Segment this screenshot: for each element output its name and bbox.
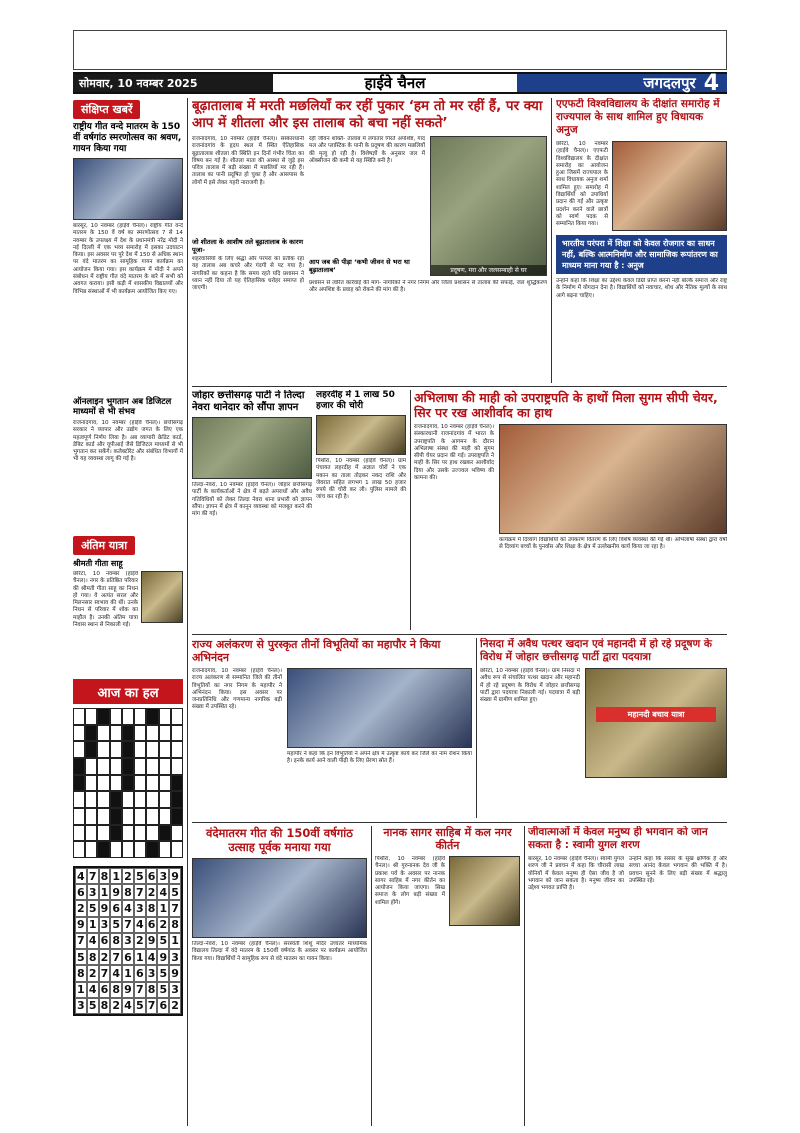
crossword-cell bbox=[146, 825, 158, 842]
mid-story-3-headline: अभिलाषा की माही को उपराष्ट्रपति के हाथों मिला सुगम सीपी चेयर, सिर पर रख आशीर्वाद का हाथ bbox=[414, 390, 718, 420]
crossword-cell bbox=[122, 725, 134, 742]
sudoku-cell: 6 bbox=[122, 949, 134, 965]
bottom-story-2 bbox=[375, 826, 520, 1126]
sudoku-cell: 1 bbox=[110, 868, 122, 884]
crossword-cell bbox=[110, 791, 122, 808]
crossword-cell bbox=[146, 841, 158, 858]
crossword-cell bbox=[146, 791, 158, 808]
sudoku-cell: 1 bbox=[75, 982, 87, 998]
crossword-cell bbox=[146, 725, 158, 742]
sudoku-cell: 4 bbox=[122, 998, 134, 1014]
crossword-cell bbox=[85, 758, 97, 775]
sudoku-cell: 2 bbox=[87, 965, 99, 981]
crossword-cell bbox=[85, 808, 97, 825]
crossword-cell bbox=[159, 808, 171, 825]
crossword-cell bbox=[73, 758, 85, 775]
crossword-cell bbox=[110, 725, 122, 742]
sudoku-cell: 5 bbox=[75, 949, 87, 965]
page-number: 4 bbox=[703, 70, 719, 96]
sudoku-cell: 4 bbox=[157, 884, 169, 900]
right-quote-band: भारतीय परंपरा में शिक्षा को केवल रोजगार का साधन नहीं, बल्कि आत्मनिर्माण और सामाजिक रूपांतरण का माध्यम माना गया है : अनुज bbox=[556, 235, 727, 274]
mid-story-2-photo bbox=[316, 415, 406, 455]
sudoku-cell: 3 bbox=[146, 965, 158, 981]
sudoku-cell: 8 bbox=[99, 868, 111, 884]
sudoku-cell: 2 bbox=[169, 998, 181, 1014]
right-headline: एएफटी विश्वविद्यालय के दीक्षांत समारोह में राज्यपाल के साथ शामिल हुए विधायक अनुज bbox=[556, 98, 720, 136]
sudoku-cell: 5 bbox=[87, 900, 99, 916]
sudoku-cell: 7 bbox=[99, 965, 111, 981]
sudoku-cell: 3 bbox=[75, 998, 87, 1014]
bottom-story-2-photo bbox=[449, 856, 520, 926]
bottom-story-2-body: पिथौरा, 10 नवम्बर (हाईवे चैनल)। श्री गुरुनानक देव जी के प्रकाश पर्व के अवसर पर नानक सागर साहिब में नगर कीर्तन का आयोजन किया जाएगा। सिख समाज के लोग बड़ी संख्या में शामिल होंगे। bbox=[375, 856, 445, 906]
sudoku-cell: 6 bbox=[134, 965, 146, 981]
sudoku-cell: 9 bbox=[75, 917, 87, 933]
crossword-cell bbox=[97, 741, 109, 758]
sudoku-cell: 6 bbox=[146, 917, 158, 933]
sudoku-cell: 9 bbox=[99, 900, 111, 916]
crossword-cell bbox=[134, 775, 146, 792]
crossword-cell bbox=[159, 758, 171, 775]
mid-story-5-body: छरिटा, 10 नवम्बर (हाईवे चैनल)। ग्राम निसदा में अवैध रूप से संचालित पत्थर खदान और महानदी में हो रहे प्रदूषण के विरोध में जोहार छत्तीसगढ़ पार्टी द्वारा पदयात्रा निकाली गई। पदयात्रा में बड़ी संख्या में ग्रामीण शामिल हुए। bbox=[480, 668, 580, 704]
crossword-cell bbox=[171, 775, 183, 792]
crossword-cell bbox=[97, 825, 109, 842]
crossword-cell bbox=[73, 725, 85, 742]
sudoku-cell: 6 bbox=[99, 933, 111, 949]
mid-story-4 bbox=[192, 638, 472, 818]
crossword-cell bbox=[110, 841, 122, 858]
crossword-cell bbox=[146, 741, 158, 758]
sudoku-cell: 2 bbox=[75, 900, 87, 916]
bottom-story-1 bbox=[192, 826, 367, 1126]
crossword-cell bbox=[134, 725, 146, 742]
crossword-cell bbox=[171, 825, 183, 842]
sudoku-cell: 9 bbox=[122, 982, 134, 998]
crossword-cell bbox=[134, 808, 146, 825]
sudoku-cell: 1 bbox=[134, 949, 146, 965]
crossword-cell bbox=[97, 758, 109, 775]
crossword-cell bbox=[146, 775, 158, 792]
sudoku-cell: 7 bbox=[169, 900, 181, 916]
digital-story-headline: ऑनलाइन भुगतान अब डिजिटल माध्यमों से भी संभव bbox=[73, 397, 172, 417]
crossword-cell bbox=[110, 775, 122, 792]
crossword-cell bbox=[85, 841, 97, 858]
lead-body-4: प्रशासन से त्वरित कार्रवाई की मांग- नागरिकों ने नगर निगम और जिला प्रशासन से तालाब की सफाई, जल शुद्धिकरण और अपशिष्ट के प्रवाह को रोकने की मांग की है। bbox=[309, 280, 547, 294]
crossword-cell bbox=[159, 825, 171, 842]
crossword-cell bbox=[122, 808, 134, 825]
crossword-cell bbox=[171, 841, 183, 858]
bottom-story-3-body-2: उन्होंने कहा कि संसार के सुख क्षणिक हैं और सच्चा आनंद केवल भगवान की भक्ति में है। प्रवचन सुनने के लिए बड़ी संख्या में श्रद्धालु उपस्थित रहे। bbox=[629, 856, 727, 884]
crossword-cell bbox=[122, 775, 134, 792]
sudoku-cell: 3 bbox=[122, 933, 134, 949]
sudoku-cell: 6 bbox=[110, 900, 122, 916]
sudoku-cell: 5 bbox=[157, 965, 169, 981]
sudoku-cell: 2 bbox=[99, 949, 111, 965]
sudoku-cell: 5 bbox=[157, 982, 169, 998]
crossword-cell bbox=[110, 758, 122, 775]
digital-story-body: राजनांदगांव, 10 नवम्बर (हाईवे चैनल)। छत्तीसगढ़ सरकार ने व्यापार और उद्योग जगत के लिए एक महत्वपूर्ण निर्णय लिया है। अब व्यापारी क्रेडिट कार्ड, डेबिट कार्ड और यूपीआई जैसे डिजिटल माध्यमों से भी भुगतान कर सकेंगे। कलेक्टोरेट और संबंधित विभागों में भी यह व्यवस्था लागू की गई है। bbox=[73, 420, 183, 463]
sudoku-cell: 6 bbox=[146, 868, 158, 884]
obituary-photo bbox=[141, 571, 183, 623]
crossword-cell bbox=[73, 708, 85, 725]
sudoku-cell: 5 bbox=[169, 884, 181, 900]
obituary-body: छरिटा, 10 नवम्बर (हाईवे चैनल)। नगर के प्रतिष्ठित परिवार की श्रीमती गीता साहू का निधन हो गया। वे अत्यंत सरल और मिलनसार स्वभाव की थीं। उनके निधन से परिवार में शोक का माहौल है। उनकी अंतिम यात्रा निवास स्थान से निकाली गई। bbox=[73, 571, 138, 629]
crossword-cell bbox=[171, 708, 183, 725]
mid-story-1-headline: जोहार छत्तीसगढ़ पार्टी ने तिल्दा नेवरा थानेदार को सौंपा ज्ञापन bbox=[192, 390, 305, 413]
sudoku-cell: 7 bbox=[75, 933, 87, 949]
crossword-cell bbox=[97, 841, 109, 858]
issue-date: सोमवार, 10 नवम्बर 2025 bbox=[73, 74, 273, 92]
sudoku-cell: 5 bbox=[110, 917, 122, 933]
sudoku-cell: 6 bbox=[157, 998, 169, 1014]
crossword-cell bbox=[73, 825, 85, 842]
mid-story-3-body-2: कार्यक्रम में दिव्यांग विद्यार्थियों को उपकरण वितरण के लिए विशेष व्यवस्था की गई थी। अभिलाषा संस्था द्वारा वर्षों से दिव्यांग बच्चों के पुनर्वास और शिक्षा के क्षेत्र में उल्लेखनीय कार्य किया जा रहा है। bbox=[499, 537, 727, 551]
sudoku-cell: 9 bbox=[146, 933, 158, 949]
crossword-cell bbox=[134, 741, 146, 758]
crossword-cell bbox=[122, 825, 134, 842]
puzzle-tag: आज का हल bbox=[97, 686, 159, 701]
sudoku-cell: 8 bbox=[169, 917, 181, 933]
obituary-tag: अंतिम यात्रा bbox=[73, 536, 135, 555]
crossword-cell bbox=[146, 758, 158, 775]
crossword-cell bbox=[73, 841, 85, 858]
crossword-cell bbox=[159, 841, 171, 858]
crossword-cell bbox=[146, 808, 158, 825]
crossword-cell bbox=[110, 808, 122, 825]
crossword-cell bbox=[110, 825, 122, 842]
crossword-cell bbox=[97, 791, 109, 808]
sudoku-cell: 7 bbox=[134, 982, 146, 998]
crossword-cell bbox=[73, 808, 85, 825]
sudoku-cell: 2 bbox=[110, 998, 122, 1014]
masthead bbox=[73, 72, 727, 94]
crossword-cell bbox=[122, 708, 134, 725]
sudoku-cell: 7 bbox=[110, 949, 122, 965]
sudoku-cell: 7 bbox=[146, 998, 158, 1014]
mid-story-3 bbox=[414, 390, 727, 630]
sudoku-cell: 4 bbox=[146, 949, 158, 965]
crossword-cell bbox=[134, 791, 146, 808]
crossword-cell bbox=[73, 775, 85, 792]
crossword-cell bbox=[85, 775, 97, 792]
sudoku-cell: 1 bbox=[169, 933, 181, 949]
lead-photo bbox=[430, 136, 547, 276]
top-ad-box bbox=[73, 30, 727, 70]
left-column bbox=[73, 98, 183, 1126]
mid-story-1 bbox=[192, 390, 312, 630]
sudoku-cell: 7 bbox=[122, 917, 134, 933]
sudoku-cell: 3 bbox=[87, 884, 99, 900]
right-body-2: उन्होंने कहा कि शिक्षा का उद्देश्य केवल डिग्री प्राप्त करना नहीं बल्कि समाज और राष्ट्र के निर्माण में योगदान देना है। विद्यार्थियों को नवाचार, शोध और नैतिक मूल्यों के साथ आगे बढ़ना चाहिए। bbox=[556, 278, 727, 299]
crossword-cell bbox=[134, 758, 146, 775]
right-photo bbox=[612, 141, 727, 231]
bottom-story-3-headline: जीवात्माओं में केवल मनुष्य ही भगवान को जान सकता है : स्वामी युगल शरण bbox=[528, 826, 708, 851]
right-story bbox=[556, 98, 727, 383]
mid-story-4-headline: राज्य अलंकरण से पुरस्कृत तीनों विभूतियों का महापौर ने किया अभिनंदन bbox=[192, 638, 441, 664]
sudoku-cell: 4 bbox=[87, 982, 99, 998]
mid-story-5-photo bbox=[585, 668, 727, 778]
sudoku-cell: 8 bbox=[146, 900, 158, 916]
crossword-cell bbox=[110, 741, 122, 758]
lead-subhead-2: आप जब की पीड़ा ‘कभी जीवन से भरा था बूढ़ातालाब’ bbox=[309, 258, 410, 274]
bottom-story-1-body: तिल्दा-नेवरा, 10 नवम्बर (हाईवे चैनल)। सरस्वती शिशु मंदिर उच्चतर माध्यमिक विद्यालय तिल्दा में वंदे मातरम के 150वीं वर्षगांठ के अवसर पर कार्यक्रम आयोजित किया गया। विद्यार्थियों ने सामूहिक रूप से वंदे मातरम का गायन किया। bbox=[192, 941, 367, 962]
city-name: जगदलपुर bbox=[643, 74, 696, 92]
lead-body-2: शहरवासियों के लिए श्रद्धा और परंपरा का प्रतीक रहा यह तालाब अब कचरे और गंदगी से पट गया है। नागरिकों का कहना है कि समय रहते यदि प्रशासन ने ध्यान नहीं दिया तो यह ऐतिहासिक धरोहर समाप्त हो जाएगी। bbox=[192, 256, 304, 292]
lead-photo-caption: प्रदूषण, मरा और जलसम्बाही से घर bbox=[431, 265, 546, 275]
mid-story-1-photo bbox=[192, 417, 312, 479]
sudoku-grid bbox=[73, 866, 183, 1016]
city-label-box bbox=[517, 70, 727, 96]
crossword-cell bbox=[159, 708, 171, 725]
sudoku-cell: 8 bbox=[146, 982, 158, 998]
sudoku-cell: 4 bbox=[75, 868, 87, 884]
sudoku-cell: 9 bbox=[157, 949, 169, 965]
sudoku-cell: 1 bbox=[87, 917, 99, 933]
crossword-cell bbox=[171, 725, 183, 742]
sudoku-cell: 2 bbox=[134, 933, 146, 949]
crossword-cell bbox=[73, 741, 85, 758]
brief-story-headline: राष्ट्रीय गीत वन्दे मातरम के 150 वीं वर्षगांठ स्मरणोत्सव का श्रवण, गायन किया गया bbox=[73, 122, 182, 154]
sudoku-cell: 8 bbox=[122, 884, 134, 900]
mid-story-4-body: राजनांदगांव, 10 नवम्बर (हाईवे चैनल)। राज्य अलंकरण से सम्मानित जिले की तीनों विभूतियों का नगर निगम के महापौर ने अभिनंदन किया। इस अवसर पर जनप्रतिनिधि और गणमान्य नागरिक बड़ी संख्या में उपस्थित रहे। bbox=[192, 668, 282, 711]
crossword-cell bbox=[85, 741, 97, 758]
bottom-story-1-photo bbox=[192, 858, 367, 938]
bottom-story-3 bbox=[528, 826, 727, 1126]
lead-subhead: जो शीतला के आशीष तले बूढ़ातालाब के कारण पूजा- bbox=[192, 238, 304, 254]
crossword-cell bbox=[134, 825, 146, 842]
mid-story-4-body-2: महापौर ने कहा कि इन विभूतियों ने अपने क्षेत्र में उत्कृष्ट कार्य कर जिले का नाम रोशन किया है। इनके कार्य आने वाली पीढ़ी के लिए प्रेरणा स्रोत हैं। bbox=[287, 751, 472, 765]
crossword-cell bbox=[159, 725, 171, 742]
sudoku-cell: 6 bbox=[99, 982, 111, 998]
sudoku-cell: 8 bbox=[75, 965, 87, 981]
lead-story bbox=[192, 98, 547, 383]
sudoku-cell: 1 bbox=[157, 900, 169, 916]
mid-story-4-photo bbox=[287, 668, 472, 748]
crossword-cell bbox=[171, 758, 183, 775]
mid-story-3-body: राजनांदगांव, 10 नवम्बर (हाईवे चैनल)। संस्कारधानी राजनांदगांव में भारत के उपराष्ट्रपति के आगमन के दौरान अभिलाषा संस्था की माही को सुगम सीपी चेयर प्रदान की गई। उपराष्ट्रपति ने माही के सिर पर हाथ रखकर आशीर्वाद दिया और उसके उज्ज्वल भविष्य की कामना की। bbox=[414, 424, 494, 482]
crossword-cell bbox=[97, 708, 109, 725]
bottom-story-2-headline: नानक सागर साहिब में कल नगर कीर्तन bbox=[383, 826, 512, 852]
sudoku-cell: 2 bbox=[146, 884, 158, 900]
crossword-cell bbox=[122, 741, 134, 758]
crossword-cell bbox=[146, 708, 158, 725]
sudoku-cell: 5 bbox=[157, 933, 169, 949]
crossword-cell bbox=[85, 791, 97, 808]
sudoku-cell: 1 bbox=[122, 965, 134, 981]
sudoku-cell: 3 bbox=[99, 917, 111, 933]
sudoku-cell: 3 bbox=[134, 900, 146, 916]
sudoku-cell: 2 bbox=[122, 868, 134, 884]
crossword-cell bbox=[159, 775, 171, 792]
sudoku-cell: 4 bbox=[110, 965, 122, 981]
sudoku-cell: 3 bbox=[157, 868, 169, 884]
mid-story-3-photo bbox=[499, 424, 727, 534]
mid-story-5-headline: निसदा में अवैध पत्थर खदान एवं महानदी में हो रहे प्रदूषण के विरोध में जोहार छत्तीसगढ़ पार्टी द्वारा पदयात्रा bbox=[480, 638, 712, 663]
crossword-grid bbox=[73, 708, 183, 858]
sudoku-cell: 8 bbox=[99, 998, 111, 1014]
crossword-cell bbox=[122, 841, 134, 858]
sudoku-cell: 3 bbox=[169, 982, 181, 998]
sudoku-cell: 5 bbox=[134, 998, 146, 1014]
brief-story-photo bbox=[73, 158, 183, 220]
lead-headline: बूढ़ातालाब में मरती मछलियाँ कर रहीं पुकार ‘हम तो मर रहीं हैं, पर क्या आप में शीतला और इस तालाब को बचा नहीं सकते’ bbox=[192, 98, 543, 131]
crossword-cell bbox=[171, 741, 183, 758]
obituary-name: श्रीमती गीता साहू bbox=[73, 559, 123, 568]
bottom-story-1-headline: वंदेमातरम गीत की 150वीं वर्षगांठ उत्साह पूर्वक मनाया गया bbox=[206, 826, 353, 854]
yatra-banner: महानदी बचाव यात्रा bbox=[596, 707, 716, 722]
sudoku-cell: 3 bbox=[169, 949, 181, 965]
sudoku-cell: 9 bbox=[169, 965, 181, 981]
sudoku-cell: 7 bbox=[134, 884, 146, 900]
sudoku-cell: 4 bbox=[134, 917, 146, 933]
crossword-cell bbox=[110, 708, 122, 725]
crossword-cell bbox=[171, 791, 183, 808]
sudoku-cell: 2 bbox=[157, 917, 169, 933]
crossword-cell bbox=[85, 725, 97, 742]
sudoku-cell: 6 bbox=[75, 884, 87, 900]
brief-story-body: बारसूर, 10 नवम्बर (हाईवे चैनल)। राष्ट्रीय गीत वन्दे मातरम के 150 वें वर्ष का स्मरणोत्सव 7 से 14 नवम्बर के उपलक्ष्य में देश के प्रधानमंत्री नरेंद्र मोदी ने नई दिल्ली में एक भव्य समारोह में इसका उदघाटन किया। इस अवसर पर पूरे देश में 150 से अधिक स्थान पर वंदे मातरम का सामूहिक गायन कार्यक्रम का आयोजन किया गया। इस कार्यक्रम में मोदी ने अपने संबोधन में राष्ट्रीय गीत वंदे मातरम के बारे में सभी को अवगत कराया। इसी कड़ी में शासकीय विद्यालयों और विभिन्न संस्थाओं में भी कार्यक्रम आयोजित किए गए। bbox=[73, 223, 183, 295]
sudoku-cell: 5 bbox=[134, 868, 146, 884]
paper-name: हाईवे चैनल bbox=[364, 74, 426, 92]
crossword-cell bbox=[85, 825, 97, 842]
sudoku-cell: 4 bbox=[122, 900, 134, 916]
mid-story-2-headline: लहरदीह में 1 लाख 50 हजार की चोरी bbox=[316, 390, 395, 411]
sudoku-cell: 8 bbox=[110, 933, 122, 949]
mid-story-5 bbox=[480, 638, 727, 818]
crossword-cell bbox=[134, 708, 146, 725]
sudoku-cell: 4 bbox=[87, 933, 99, 949]
crossword-cell bbox=[159, 741, 171, 758]
crossword-cell bbox=[159, 791, 171, 808]
bottom-story-3-body: बारसूर, 10 नवम्बर (हाईवे चैनल)। स्वामी युगल शरण जी ने प्रवचन में कहा कि चौरासी लाख योनियों में केवल मनुष्य ही ऐसा जीव है जो भगवान को जान सकता है। मनुष्य जीवन का उद्देश्य भगवत प्राप्ति है। bbox=[528, 856, 624, 892]
crossword-cell bbox=[97, 725, 109, 742]
lead-body: राजनांदगांव, 10 नवम्बर (हाईवे चैनल)। संस्कारधानी राजनांदगांव के हृदय स्थल में स्थित ऐतिहासिक बूढ़ातालाब शीतला की स्थिति इन दिनों गंभीर चिंता का विषय बन गई है। शीतला माता की आस्था से जुड़े इस पवित्र तालाब में बड़ी संख्या में मछलियाँ मर रही हैं। तालाब का पानी प्रदूषित हो चुका है और आसपास के लोगों में इसे लेकर गहरी नाराजगी है। bbox=[192, 136, 304, 186]
crossword-cell bbox=[122, 758, 134, 775]
crossword-cell bbox=[73, 791, 85, 808]
sudoku-cell: 7 bbox=[87, 868, 99, 884]
brief-tag: संक्षिप्त खबरें bbox=[73, 100, 140, 119]
sudoku-cell: 8 bbox=[110, 982, 122, 998]
mid-story-2-body: पिथौरा, 10 नवम्बर (हाईवे चैनल)। ग्राम पंचायत लहरदीह में अज्ञात चोरों ने एक मकान का ताला तोड़कर नकद राशि और जेवरात सहित लगभग 1 लाख 50 हजार रुपये की चोरी कर ली। पुलिस मामले की जांच कर रही है। bbox=[316, 458, 406, 501]
puzzle-banner bbox=[73, 679, 183, 704]
lead-body-3: रही जीवन शक्ति- तालाब में लगातार गिरते अपशिष्ट, गाद मल और प्लास्टिक के पानी के प्रदूषण की कारण मछलियों की मृत्यु हो रही है। विशेषज्ञों के अनुसार जल में ऑक्सीजन की कमी से यह स्थिति बनी है। bbox=[309, 136, 425, 164]
crossword-cell bbox=[171, 808, 183, 825]
right-body: छरिटा, 10 नवम्बर (हाईवे चैनल)। एएफटी विश्वविद्यालय के दीक्षांत समारोह का आयोजन हुआ जिसमें राज्यपाल के साथ विधायक अनुज शर्मा शामिल हुए। समारोह में विद्यार्थियों को उपाधियाँ प्रदान की गईं और उत्कृष्ट प्रदर्शन करने वाले छात्रों को स्वर्ण पदक से सम्मानित किया गया। bbox=[556, 141, 608, 228]
sudoku-cell: 5 bbox=[87, 998, 99, 1014]
crossword-cell bbox=[122, 791, 134, 808]
mid-story-1-body: तिल्दा-नेवरा, 10 नवम्बर (हाईवे चैनल)। जोहार छत्तीसगढ़ पार्टी के कार्यकर्ताओं ने क्षेत्र में बढ़ते अपराधों और अवैध गतिविधियों को लेकर तिल्दा नेवरा थाना प्रभारी को ज्ञापन सौंपा। ज्ञापन में क्षेत्र में कानून व्यवस्था को मजबूत करने की मांग की गई। bbox=[192, 482, 312, 518]
sudoku-cell: 9 bbox=[169, 868, 181, 884]
crossword-cell bbox=[134, 841, 146, 858]
crossword-cell bbox=[85, 708, 97, 725]
mid-story-2 bbox=[316, 390, 406, 630]
sudoku-cell: 1 bbox=[99, 884, 111, 900]
crossword-cell bbox=[97, 808, 109, 825]
sudoku-cell: 8 bbox=[87, 949, 99, 965]
sudoku-cell: 9 bbox=[110, 884, 122, 900]
crossword-cell bbox=[97, 775, 109, 792]
